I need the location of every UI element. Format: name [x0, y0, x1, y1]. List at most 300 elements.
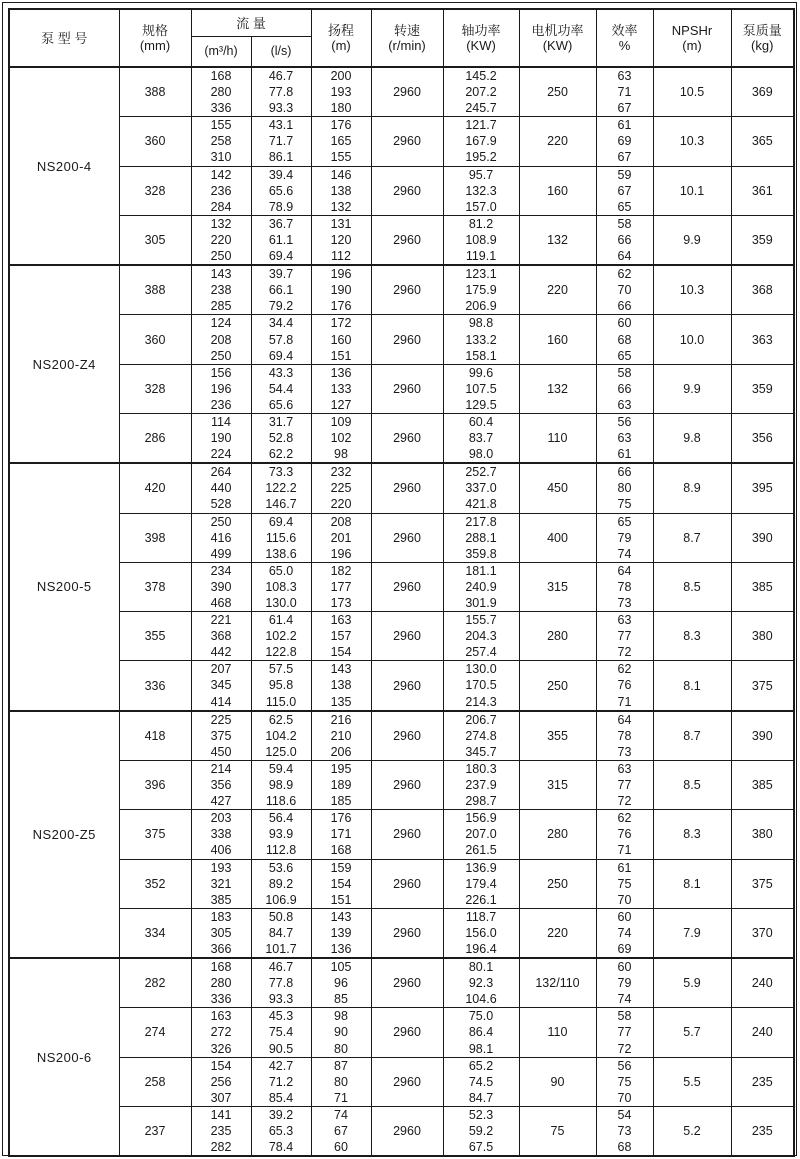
head-cell [311, 364, 371, 413]
motor-power-cell: 280 [519, 612, 596, 661]
flow-ls-cell-value: 93.3 [268, 101, 294, 116]
shaft-power-cell-value: 206.7 [465, 712, 497, 727]
flow-ls-cell-value: 122.8 [265, 645, 297, 660]
efficiency-cell-value: 60 [617, 909, 632, 924]
head-cell-value: 71 [334, 1090, 348, 1105]
flow-ls-cell-value: 98.9 [268, 778, 294, 793]
npshr-cell: 7.9 [653, 908, 731, 958]
spec-cell: 237 [119, 1106, 191, 1156]
flow-ls-cell-value: 115.0 [265, 694, 297, 709]
efficiency-cell-value: 70 [617, 283, 632, 298]
flow-m3h-cell-value: 258 [210, 134, 232, 149]
flow-m3h-cell-value: 250 [210, 514, 232, 529]
efficiency-cell [596, 908, 653, 958]
flow-ls-cell-value: 62.2 [268, 447, 294, 462]
flow-ls-cell [251, 711, 311, 761]
speed-cell: 2960 [371, 711, 443, 761]
flow-ls-cell-value: 31.7 [268, 414, 294, 429]
speed-cell: 2960 [371, 463, 443, 513]
shaft-power-cell-value: 130.0 [465, 662, 497, 677]
shaft-power-cell-value: 74.5 [468, 1074, 494, 1089]
flow-m3h-cell-value: 366 [210, 941, 232, 956]
efficiency-cell-value: 75 [617, 497, 632, 512]
shaft-power-cell-value: 52.3 [468, 1107, 494, 1122]
table-row [9, 463, 794, 513]
shaft-power-cell-value: 240.9 [465, 579, 497, 594]
shaft-power-cell-value: 157.0 [465, 199, 497, 214]
head-cell [311, 315, 371, 364]
speed-cell: 2960 [371, 315, 443, 364]
flow-ls-cell [251, 760, 311, 809]
shaft-power-cell-value: 359.8 [465, 546, 497, 561]
flow-m3h-cell-value: 114 [211, 414, 231, 429]
flow-ls-cell-value: 62.5 [268, 712, 294, 727]
npshr-cell: 10.0 [653, 315, 731, 364]
flow-ls-cell-value: 104.2 [265, 728, 297, 743]
speed-cell: 2960 [371, 67, 443, 117]
efficiency-cell-value: 73 [617, 1124, 632, 1138]
speed-cell: 2960 [371, 265, 443, 315]
shaft-power-cell-value: 132.3 [465, 183, 497, 198]
efficiency-cell-value: 60 [617, 316, 632, 331]
head-cell [311, 1008, 371, 1057]
header-motor-power-label: 电机功率 [531, 23, 584, 38]
npshr-cell: 10.3 [653, 265, 731, 315]
flow-m3h-cell-value: 142 [210, 167, 232, 182]
head-cell-value: 225 [330, 481, 352, 496]
head-cell-value: 136 [330, 365, 352, 380]
efficiency-cell-value: 66 [617, 381, 632, 396]
efficiency-cell [596, 117, 653, 166]
flow-m3h-cell-value: 143 [210, 267, 232, 282]
efficiency-cell [596, 463, 653, 513]
head-cell-value: 168 [330, 843, 352, 858]
shaft-power-cell-value: 204.3 [465, 629, 497, 644]
head-cell-value: 138 [330, 678, 352, 693]
spec-cell: 258 [119, 1057, 191, 1106]
npshr-cell: 8.3 [653, 810, 731, 859]
efficiency-cell [596, 215, 653, 265]
flow-m3h-cell-value: 207 [210, 662, 232, 677]
head-cell-value: 160 [330, 332, 352, 347]
table-row [9, 711, 794, 761]
flow-ls-cell-value: 53.6 [268, 860, 294, 875]
motor-power-cell: 160 [519, 315, 596, 364]
flow-ls-cell [251, 661, 311, 711]
flow-m3h-cell-value: 224 [210, 447, 232, 462]
header-spec [119, 9, 191, 67]
pump-mass-cell: 390 [731, 513, 794, 562]
shaft-power-cell-value: 261.5 [465, 843, 497, 858]
pump-model-cell: NS200-5 [9, 463, 119, 710]
efficiency-cell-value: 74 [617, 546, 632, 561]
shaft-power-cell-value: 207.0 [465, 827, 497, 842]
shaft-power-cell [443, 661, 519, 711]
head-cell-value: 171 [330, 827, 352, 842]
flow-m3h-cell [191, 1008, 251, 1057]
head-cell [311, 463, 371, 513]
flow-ls-cell [251, 364, 311, 413]
shaft-power-cell [443, 364, 519, 413]
flow-ls-cell-value: 45.3 [268, 1009, 294, 1024]
pump-mass-cell: 385 [731, 760, 794, 809]
head-cell-value: 127 [330, 397, 352, 412]
flow-m3h-cell-value: 208 [210, 332, 232, 347]
shaft-power-cell [443, 711, 519, 761]
shaft-power-cell [443, 1057, 519, 1106]
head-cell-value: 182 [330, 563, 352, 578]
flow-ls-cell-value: 61.4 [268, 613, 294, 628]
shaft-power-cell-value: 158.1 [465, 348, 497, 363]
efficiency-cell-value: 79 [617, 530, 632, 545]
pump-model-cell: NS200-6 [9, 958, 119, 1156]
flow-m3h-cell-value: 236 [210, 397, 232, 412]
table-row [9, 760, 794, 809]
table-row [9, 215, 794, 265]
table-row [9, 513, 794, 562]
efficiency-cell-value: 72 [617, 794, 632, 809]
flow-ls-cell-value: 79.2 [268, 299, 294, 314]
flow-m3h-cell-value: 310 [210, 150, 232, 165]
shaft-power-cell [443, 67, 519, 117]
head-cell-value: 132 [330, 199, 352, 214]
shaft-power-cell-value: 180.3 [465, 761, 497, 776]
npshr-cell: 9.9 [653, 364, 731, 413]
spec-cell: 355 [119, 612, 191, 661]
flow-ls-cell-value: 36.7 [268, 216, 294, 231]
flow-m3h-cell-value: 196 [210, 381, 232, 396]
motor-power-cell: 220 [519, 265, 596, 315]
flow-m3h-cell-value: 305 [210, 925, 232, 940]
pump-mass-cell: 240 [731, 958, 794, 1008]
flow-m3h-cell-value: 368 [210, 629, 232, 644]
flow-m3h-cell [191, 661, 251, 711]
speed-cell: 2960 [371, 364, 443, 413]
speed-cell: 2960 [371, 908, 443, 958]
flow-ls-cell-value: 39.7 [268, 267, 294, 282]
shaft-power-cell [443, 562, 519, 611]
table-row [9, 859, 794, 908]
flow-ls-cell-value: 50.8 [268, 909, 294, 924]
head-cell-value: 138 [330, 183, 352, 198]
shaft-power-cell-value: 217.8 [465, 514, 497, 529]
flow-m3h-cell-value: 250 [210, 348, 232, 363]
shaft-power-cell [443, 810, 519, 859]
flow-ls-cell [251, 1106, 311, 1156]
shaft-power-cell-value: 67.5 [468, 1140, 494, 1155]
spec-cell: 388 [119, 67, 191, 117]
flow-ls-cell-value: 86.1 [268, 150, 294, 165]
flow-m3h-cell-value: 220 [210, 232, 232, 247]
pump-mass-cell: 380 [731, 810, 794, 859]
flow-m3h-cell-value: 156 [210, 365, 232, 380]
shaft-power-cell-value: 206.9 [465, 299, 497, 314]
flow-ls-cell-value: 75.4 [268, 1025, 294, 1040]
shaft-power-cell-value: 301.9 [465, 596, 497, 610]
shaft-power-cell-value: 86.4 [468, 1025, 494, 1040]
head-cell-value: 176 [330, 811, 352, 826]
head-cell [311, 413, 371, 463]
shaft-power-cell-value: 155.7 [465, 613, 497, 628]
head-cell-value: 185 [330, 794, 352, 809]
efficiency-cell-value: 56 [617, 1058, 632, 1073]
npshr-cell: 9.9 [653, 215, 731, 265]
efficiency-cell-value: 64 [617, 249, 632, 264]
motor-power-cell: 315 [519, 760, 596, 809]
flow-ls-cell-value: 122.2 [265, 481, 297, 496]
flow-m3h-cell-value: 375 [210, 728, 232, 743]
speed-cell: 2960 [371, 760, 443, 809]
efficiency-cell [596, 1057, 653, 1106]
efficiency-cell-value: 71 [617, 694, 632, 709]
motor-power-cell: 75 [519, 1106, 596, 1156]
flow-ls-cell-value: 57.5 [268, 662, 294, 677]
shaft-power-cell-value: 226.1 [465, 892, 497, 907]
flow-ls-cell-value: 93.9 [268, 827, 294, 842]
shaft-power-cell [443, 413, 519, 463]
head-cell-value: 80 [334, 1074, 348, 1089]
head-cell-value: 196 [330, 267, 352, 282]
flow-m3h-cell [191, 67, 251, 117]
pump-mass-cell: 368 [731, 265, 794, 315]
flow-m3h-cell-value: 280 [210, 85, 232, 100]
speed-cell: 2960 [371, 1008, 443, 1057]
efficiency-cell [596, 760, 653, 809]
head-cell-value: 135 [330, 694, 352, 709]
table-row [9, 413, 794, 463]
flow-ls-cell-value: 34.4 [268, 316, 294, 331]
header-motor-power-unit: (KW) [542, 38, 573, 53]
flow-ls-cell-value: 66.1 [268, 283, 294, 298]
head-cell-value: 210 [330, 728, 352, 743]
flow-m3h-cell [191, 166, 251, 215]
flow-m3h-cell-value: 326 [210, 1041, 232, 1056]
efficiency-cell-value: 68 [617, 1140, 632, 1155]
head-cell-value: 85 [334, 992, 348, 1007]
flow-ls-cell [251, 1057, 311, 1106]
efficiency-cell-value: 66 [617, 232, 632, 247]
efficiency-cell-value: 71 [617, 843, 632, 858]
npshr-cell: 10.5 [653, 67, 731, 117]
flow-m3h-cell-value: 193 [210, 860, 232, 875]
flow-m3h-cell [191, 117, 251, 166]
flow-m3h-cell [191, 463, 251, 513]
shaft-power-cell-value: 207.2 [465, 85, 497, 100]
efficiency-cell-value: 65 [617, 348, 632, 363]
efficiency-cell-value: 54 [617, 1107, 632, 1122]
flow-ls-cell-value: 78.9 [268, 199, 294, 214]
flow-m3h-cell [191, 760, 251, 809]
head-cell-value: 200 [330, 69, 352, 83]
npshr-cell: 5.2 [653, 1106, 731, 1156]
spec-cell: 286 [119, 413, 191, 463]
flow-ls-cell [251, 1008, 311, 1057]
shaft-power-cell-value: 121.7 [465, 118, 497, 133]
efficiency-cell-value: 68 [617, 332, 632, 347]
efficiency-cell-value: 67 [617, 183, 632, 198]
speed-cell: 2960 [371, 612, 443, 661]
head-cell [311, 215, 371, 265]
motor-power-cell: 250 [519, 67, 596, 117]
speed-cell: 2960 [371, 958, 443, 1008]
efficiency-cell-value: 62 [617, 811, 632, 826]
head-cell-value: 98 [334, 1009, 348, 1024]
pump-mass-cell: 363 [731, 315, 794, 364]
efficiency-cell-value: 70 [617, 1090, 632, 1105]
speed-cell: 2960 [371, 562, 443, 611]
shaft-power-cell-value: 99.6 [468, 365, 494, 380]
flow-ls-cell-value: 61.1 [268, 232, 294, 247]
efficiency-cell-value: 61 [617, 118, 632, 133]
speed-cell: 2960 [371, 166, 443, 215]
npshr-cell: 10.3 [653, 117, 731, 166]
pump-mass-cell: 395 [731, 463, 794, 513]
head-cell-value: 206 [330, 744, 352, 759]
shaft-power-cell-value: 156.9 [465, 811, 497, 826]
pump-model-cell: NS200-Z4 [9, 265, 119, 463]
table-row [9, 661, 794, 711]
pump-mass-cell: 375 [731, 661, 794, 711]
shaft-power-cell-value: 98.8 [468, 316, 494, 331]
head-cell-value: 146 [330, 167, 352, 182]
flow-ls-cell-value: 43.1 [268, 118, 294, 133]
flow-m3h-cell-value: 345 [210, 678, 232, 693]
head-cell-value: 220 [330, 497, 352, 512]
pump-mass-cell: 361 [731, 166, 794, 215]
efficiency-cell-value: 73 [617, 596, 632, 610]
flow-m3h-cell-value: 264 [210, 465, 232, 480]
head-cell-value: 193 [330, 85, 352, 100]
flow-ls-cell-value: 69.4 [268, 514, 294, 529]
pump-model-cell: NS200-4 [9, 67, 119, 265]
head-cell-value: 190 [330, 283, 352, 298]
header-head-label: 扬程 [327, 23, 354, 38]
flow-m3h-cell-value: 414 [210, 694, 232, 709]
flow-m3h-cell-value: 321 [210, 876, 232, 891]
head-cell-value: 232 [330, 465, 352, 480]
efficiency-cell [596, 1008, 653, 1057]
efficiency-cell [596, 513, 653, 562]
efficiency-cell-value: 63 [617, 761, 632, 776]
table-row [9, 117, 794, 166]
efficiency-cell-value: 66 [617, 299, 632, 314]
flow-ls-cell [251, 315, 311, 364]
head-cell [311, 859, 371, 908]
head-cell [311, 117, 371, 166]
flow-ls-cell-value: 65.0 [268, 563, 294, 578]
shaft-power-cell-value: 214.3 [465, 694, 497, 709]
flow-m3h-cell-value: 234 [210, 563, 232, 578]
header-speed [371, 9, 443, 67]
speed-cell: 2960 [371, 661, 443, 711]
head-cell [311, 1106, 371, 1156]
shaft-power-cell [443, 463, 519, 513]
efficiency-cell-value: 56 [617, 414, 632, 429]
efficiency-cell [596, 661, 653, 711]
shaft-power-cell-value: 237.9 [465, 778, 497, 793]
shaft-power-cell-value: 75.0 [468, 1009, 494, 1024]
flow-m3h-cell [191, 859, 251, 908]
head-cell-value: 163 [330, 613, 352, 628]
flow-ls-cell-value: 89.2 [268, 876, 294, 891]
efficiency-cell [596, 562, 653, 611]
pump-mass-cell: 380 [731, 612, 794, 661]
head-cell-value: 159 [330, 860, 352, 875]
flow-ls-cell-value: 125.0 [265, 744, 297, 759]
efficiency-cell-value: 64 [617, 712, 632, 727]
header-pump-mass [731, 9, 794, 67]
head-cell [311, 711, 371, 761]
head-cell-value: 151 [330, 892, 352, 907]
efficiency-cell [596, 67, 653, 117]
npshr-cell: 8.1 [653, 859, 731, 908]
shaft-power-cell-value: 104.6 [465, 992, 497, 1007]
head-cell-value: 180 [330, 101, 352, 116]
shaft-power-cell [443, 1008, 519, 1057]
motor-power-cell: 250 [519, 661, 596, 711]
efficiency-cell-value: 77 [617, 1025, 632, 1040]
flow-m3h-cell-value: 406 [210, 843, 232, 858]
efficiency-cell-value: 78 [617, 579, 632, 594]
flow-ls-cell-value: 54.4 [268, 381, 294, 396]
head-cell-value: 96 [334, 976, 348, 991]
pump-mass-cell: 385 [731, 562, 794, 611]
motor-power-cell: 90 [519, 1057, 596, 1106]
spec-cell: 334 [119, 908, 191, 958]
efficiency-cell [596, 166, 653, 215]
shaft-power-cell [443, 166, 519, 215]
head-cell [311, 958, 371, 1008]
head-cell [311, 612, 371, 661]
efficiency-cell-value: 80 [617, 481, 632, 496]
shaft-power-cell-value: 167.9 [465, 134, 497, 149]
efficiency-cell-value: 74 [617, 925, 632, 940]
flow-m3h-cell-value: 468 [210, 596, 232, 610]
flow-ls-cell-value: 108.3 [265, 579, 297, 594]
head-cell-value: 154 [330, 876, 352, 891]
speed-cell: 2960 [371, 1106, 443, 1156]
head-cell-value: 216 [330, 712, 352, 727]
header-npshr-unit: (m) [682, 38, 702, 53]
flow-ls-cell-value: 73.3 [268, 465, 294, 480]
flow-ls-cell [251, 67, 311, 117]
flow-m3h-cell [191, 612, 251, 661]
flow-m3h-cell-value: 336 [210, 101, 232, 116]
flow-m3h-cell [191, 513, 251, 562]
shaft-power-cell [443, 513, 519, 562]
shaft-power-cell [443, 908, 519, 958]
flow-m3h-cell-value: 190 [210, 431, 232, 446]
flow-m3h-cell [191, 215, 251, 265]
flow-ls-cell-value: 46.7 [268, 960, 294, 975]
motor-power-cell: 110 [519, 1008, 596, 1057]
flow-m3h-cell-value: 272 [210, 1025, 232, 1040]
head-cell-value: 173 [330, 596, 352, 610]
flow-ls-cell [251, 117, 311, 166]
efficiency-cell-value: 67 [617, 101, 632, 116]
shaft-power-cell-value: 337.0 [465, 481, 497, 496]
shaft-power-cell-value: 245.7 [465, 101, 497, 116]
efficiency-cell [596, 859, 653, 908]
efficiency-cell-value: 63 [617, 613, 632, 628]
efficiency-cell-value: 77 [617, 778, 632, 793]
shaft-power-cell-value: 81.2 [468, 216, 494, 231]
efficiency-cell [596, 364, 653, 413]
header-speed-unit: (r/min) [388, 38, 426, 53]
flow-m3h-cell-value: 440 [210, 481, 232, 496]
flow-m3h-cell-value: 528 [210, 497, 232, 512]
efficiency-cell-value: 65 [617, 514, 632, 529]
